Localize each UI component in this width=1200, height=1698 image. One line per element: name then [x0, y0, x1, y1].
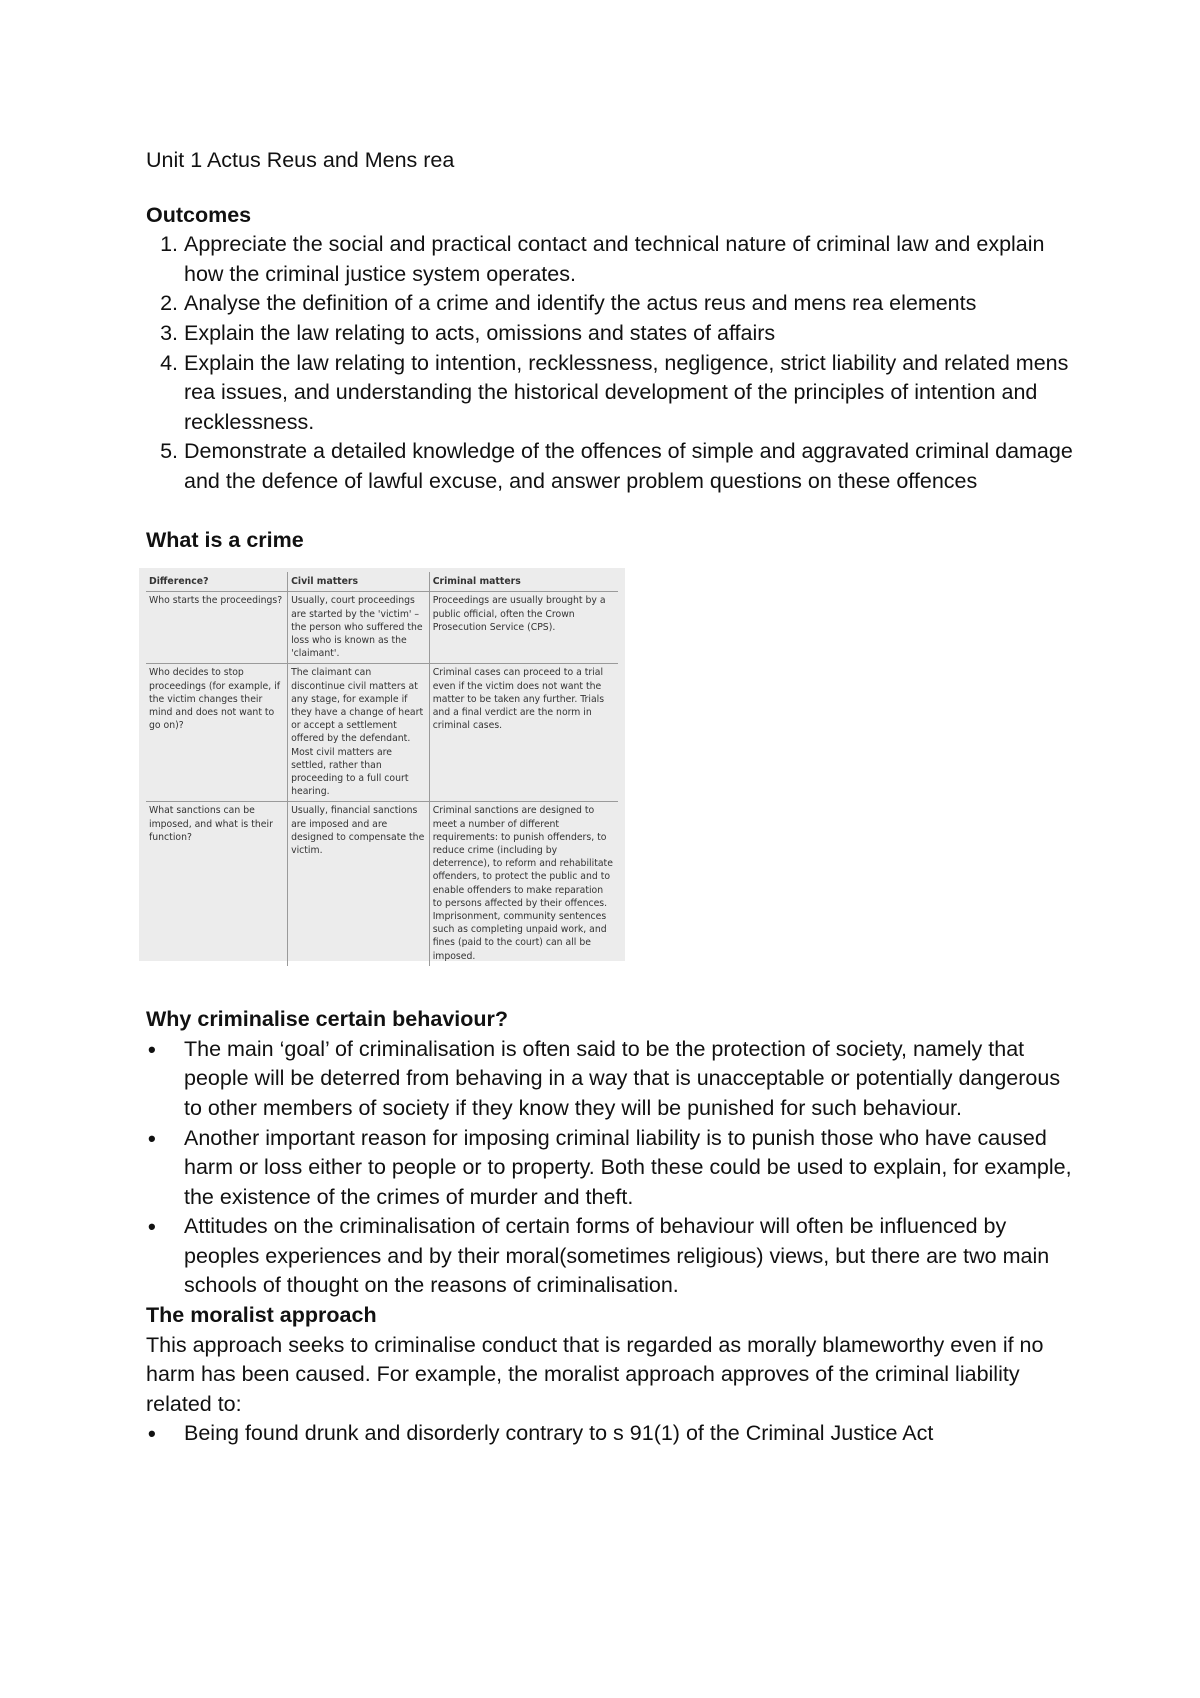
why-heading: Why criminalise certain behaviour?: [146, 1007, 509, 1032]
outcomes-heading: Outcomes: [146, 202, 252, 227]
table-cell: What sanctions can be imposed, and what is their function?: [149, 805, 273, 843]
why-bullet-list: [146, 1035, 1076, 1301]
outcome-item: 3. Explain the law relating to acts, omissions and states of affairs: [184, 319, 1076, 349]
table-header: Difference?: [146, 572, 288, 592]
bullet-item: • Another important reason for imposing criminal liability is to punish those who have caused harm or loss either to people or to property. Both these could be used to explain, for example, the existence of the crimes of murder and theft.: [184, 1124, 1076, 1213]
bullet-item: • The main ‘goal’ of criminalisation is often said to be the protection of society, namely that people will be deterred from behaving in a way that is unacceptable or potentially dangerous to other members of society if they know they will be punished for such behaviour.: [184, 1035, 1076, 1124]
table-cell: Usually, court proceedings are started by the 'victim' – the person who suffered the loss who is known as the 'claimant'.: [288, 592, 430, 664]
moralist-paragraph: This approach seeks to criminalise conduct that is regarded as morally blameworthy even if no harm has been caused. For example, the moralist approach approves of the criminal liability related to:: [146, 1332, 1044, 1416]
table-cell: Criminal sanctions are designed to meet a number of different requirements: to punish offenders, to reduce crime (including by deterrence), to reform and rehabilitate offenders, to protect the public and to enable offenders to make reparation to persons affected by their offences. Imprisonment, community sentences such as completing unpaid work, and fines (paid to the court) can all be imposed.: [429, 802, 618, 966]
table-cell: The claimant can discontinue civil matters at any stage, for example if they have a change of heart or accept a settlement offered by the defendant. Most civil matters are settled, rather than proceeding to a full court hearing.: [288, 664, 430, 802]
bullet-item: • Attitudes on the criminalisation of certain forms of behaviour will often be influenced by peoples experiences and by their moral(sometimes religious) views, but there are two main schools of thought on the reasons of criminalisation.: [184, 1212, 1076, 1301]
document-body: [146, 146, 1076, 1449]
moralist-heading: The moralist approach: [146, 1303, 377, 1328]
moralist-bullet-list: [146, 1419, 1076, 1449]
table-cell: Criminal cases can proceed to a trial even if the victim does not want the matter to be taken any further. Trials and a final verdict are the norm in criminal cases.: [429, 664, 618, 802]
table-cell: Usually, financial sanctions are imposed and are designed to compensate the victim.: [288, 802, 430, 966]
outcome-item: 5. Demonstrate a detailed knowledge of the offences of simple and aggravated criminal damage and the defence of lawful excuse, and answer problem questions on these offences: [184, 437, 1076, 496]
table-row: [146, 802, 618, 966]
table-row: [146, 664, 618, 802]
table-header: Criminal matters: [429, 572, 618, 592]
bullet-item: • Being found drunk and disorderly contrary to s 91(1) of the Criminal Justice Act: [184, 1419, 1076, 1449]
table-row: [146, 592, 618, 664]
table-cell: Who starts the proceedings?: [146, 592, 288, 664]
table-header: Civil matters: [288, 572, 430, 592]
outcome-item: 2. Analyse the definition of a crime and identify the actus reus and mens rea elements: [184, 289, 1076, 319]
outcome-item: 4. Explain the law relating to intention, recklessness, negligence, strict liability and related mens rea issues, and understanding the historical development of the principles of intention and recklessness.: [184, 349, 1076, 438]
civil-criminal-comparison-table: [139, 568, 625, 961]
table-cell: Proceedings are usually brought by a public official, often the Crown Prosecution Service (CPS).: [429, 592, 618, 664]
outcome-item: 1. Appreciate the social and practical contact and technical nature of criminal law and explain how the criminal justice system operates.: [184, 230, 1076, 289]
crime-heading: What is a crime: [146, 527, 304, 552]
document-title: Unit 1 Actus Reus and Mens rea: [146, 148, 455, 172]
table-cell: Who decides to stop proceedings (for example, if the victim changes their mind and does not want to go on)?: [146, 664, 288, 802]
outcomes-list: [146, 230, 1076, 496]
